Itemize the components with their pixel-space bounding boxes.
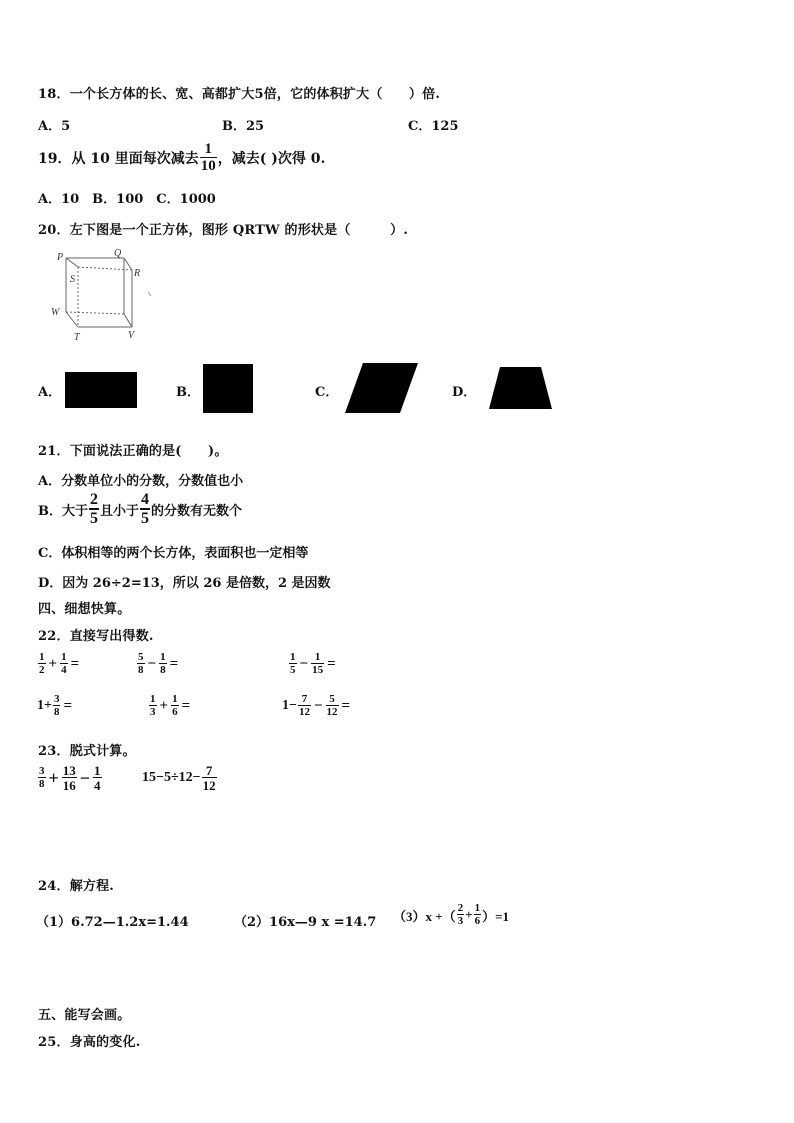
q21-b-prefix: B．大于 [38,504,88,519]
fraction [159,652,167,676]
q24-equation-1: （1）6.72—1.2x=1.44 [36,915,189,930]
option-c-parallelogram [345,363,418,413]
denominator: 2 [39,664,45,676]
q21-b-f1-num: 2 [90,491,98,508]
fraction [137,652,145,676]
lead-term: 1+ [37,698,52,713]
q22-item-2 [136,652,180,676]
cube-label-v: V [128,330,135,341]
numerator: 5 [138,651,144,663]
q22-item-4 [37,694,74,718]
operator: + [465,907,473,922]
q21-option-a: A．分数单位小的分数，分数值也小 [38,474,244,489]
q21-b-fraction-2 [140,492,150,527]
equals-sign: = [181,697,191,714]
q19-frac-den: 10 [200,158,216,174]
numerator: 5 [329,693,335,705]
q22-stem: 22．直接写出得数. [38,629,154,644]
denominator: 15 [312,664,324,676]
q21-option-c: C．体积相等的两个长方体，表面积也一定相等 [38,546,309,561]
fraction [60,652,68,676]
numerator: 1 [172,693,178,705]
fraction [93,764,102,792]
q20-stem: 20．左下图是一个正方体，图形 QRTW 的形状是（ ）. [38,223,409,238]
q23-stem: 23．脱式计算。 [38,744,136,759]
numerator: 1 [160,651,166,663]
q18-option-c: C．125 [408,119,459,134]
q18-stem: 18．一个长方体的长、宽、高都扩大5倍，它的体积扩大（ ）倍. [38,87,441,102]
fraction [38,652,46,676]
operator: − [79,767,91,788]
denominator: 3 [150,706,156,718]
denominator: 16 [62,778,76,793]
q24-stem: 24．解方程. [38,879,115,894]
numerator: 3 [39,765,45,777]
operator: − [299,655,309,672]
q20-option-a-label: A． [38,385,62,400]
numerator: 1 [314,651,321,663]
q18-option-a: A．5 [38,119,71,134]
q21-option-d: D．因为 26÷2=13，所以 26 是倍数，2 是因数 [38,576,331,591]
q23-expression-2 [142,764,218,792]
q19-options: A．10 B．100 C．1000 [38,192,216,207]
numerator: 1 [39,651,45,663]
fraction [289,652,297,676]
q21-b-f1-den: 5 [90,510,98,527]
q20-option-d-label: D． [452,385,477,400]
operator: − [313,697,323,714]
operator: − [147,655,157,672]
fraction [457,903,465,927]
q21-b-f2-num: 4 [141,491,150,508]
q24-equation-2: （2）16x—9 x =14.7 [234,915,377,930]
q22-item-6 [282,694,352,718]
denominator: 6 [474,915,481,927]
denominator: 12 [202,778,216,793]
q25-stem: 25．身高的变化. [38,1035,141,1050]
cube-diagram [44,248,156,344]
equals-sign: = [341,697,351,714]
cube-label-t: T [74,332,80,343]
q19-fraction [200,142,217,174]
fraction [298,694,311,718]
numerator: 1 [150,693,156,705]
q23-expression-1 [37,764,103,792]
fraction [149,694,157,718]
numerator: 1 [61,651,67,663]
numerator: 1 [290,651,296,663]
lead-term: 1− [282,698,297,713]
denominator: 8 [160,664,166,676]
cube-label-r: R [134,268,141,279]
section-5-heading: 五、能写会画。 [38,1008,131,1023]
operator: + [48,655,58,672]
denominator: 3 [457,915,464,927]
q21-b-mid: 且小于 [100,504,140,519]
numerator: 3 [53,693,60,705]
option-d-trapezoid [489,367,552,409]
numerator: 2 [457,902,464,914]
numerator: 13 [62,763,76,778]
denominator: 6 [172,706,178,718]
operator: + [48,767,59,788]
equals-sign: = [70,655,80,672]
cube-label-w: W [51,307,60,318]
q19-frac-num: 1 [204,141,212,157]
denominator: 4 [94,778,101,793]
equals-sign: = [63,697,73,714]
fraction [171,694,179,718]
fraction [326,694,339,718]
equals-sign: = [169,655,179,672]
q24-equation-3 [393,903,509,927]
q20-option-c-label: C． [315,385,339,400]
denominator: 12 [326,706,338,718]
q18-option-b: B．25 [222,119,265,134]
q19-stem [38,142,325,174]
cube-label-s: S [70,274,75,285]
q21-stem: 21．下面说法正确的是( )。 [38,444,228,459]
operator: + [159,697,169,714]
numerator: 7 [205,763,213,778]
equals-sign: = [327,655,336,672]
denominator: 8 [53,706,60,718]
q21-option-b [38,492,242,527]
fraction [474,903,482,927]
q19-suffix: ，减去( )次得 0. [217,151,326,167]
numerator: 7 [301,693,308,705]
fraction [53,694,61,718]
fraction [202,764,217,792]
cube-label-p: P [57,252,64,263]
q22-item-5 [148,694,192,718]
fraction [62,764,77,792]
equation-suffix: ）=1 [482,908,510,924]
cube-label-q: Q [114,248,122,259]
denominator: 8 [39,778,45,790]
equation-prefix: （3）x +（ [393,908,456,924]
q21-b-f2-den: 5 [141,510,150,527]
numerator: 1 [474,902,481,914]
option-a-rectangle [65,372,137,408]
q21-b-fraction-1 [89,492,99,527]
denominator: 8 [138,664,144,676]
denominator: 5 [290,664,296,676]
fraction [311,652,324,676]
numerator: 1 [94,763,101,778]
denominator: 4 [61,664,67,676]
q20-option-b-label: B． [176,385,200,400]
q19-prefix: 19．从 10 里面每次减去 [38,151,199,167]
q22-item-1 [37,652,81,676]
denominator: 12 [298,706,310,718]
lead-term: 15−5÷12− [142,770,201,785]
section-4-heading: 四、细想快算。 [38,602,131,617]
fraction [38,766,46,790]
q21-b-suffix: 的分数有无数个 [151,504,243,519]
q22-item-3 [288,652,338,676]
option-b-square [203,364,253,413]
